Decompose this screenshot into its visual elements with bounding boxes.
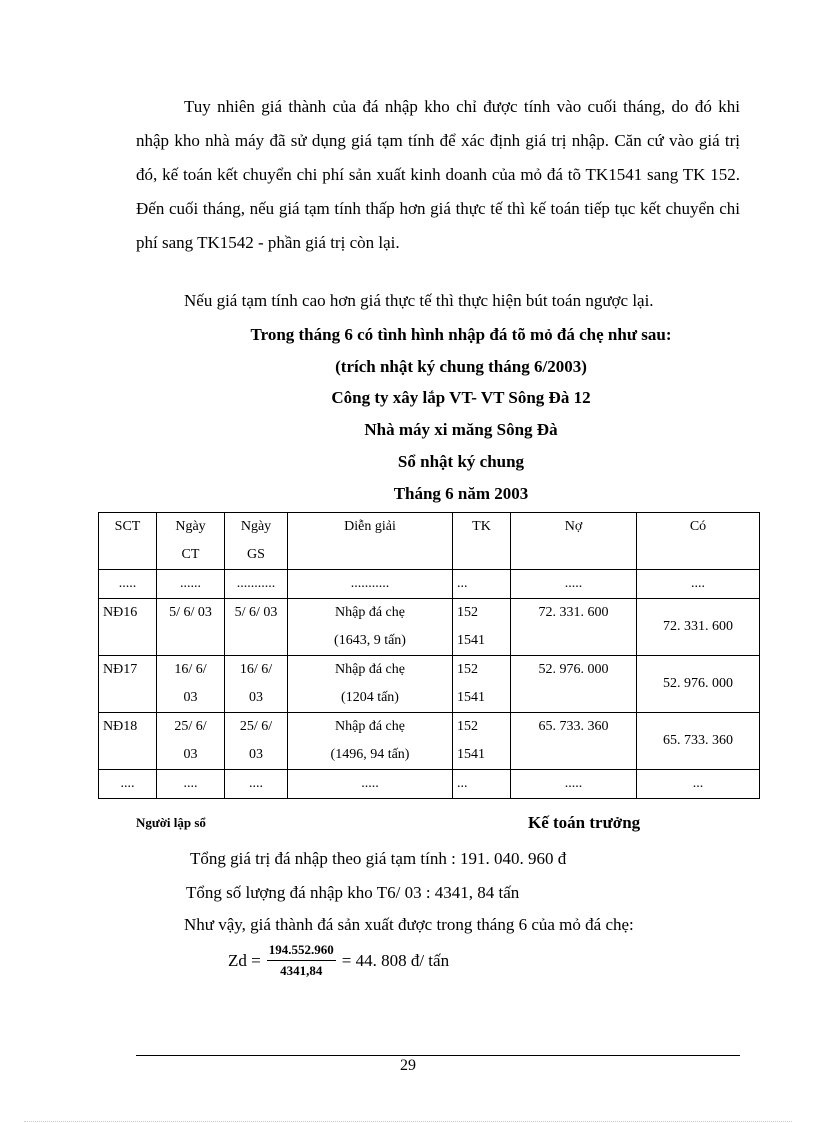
cell-dots: .... (637, 570, 760, 599)
signature-preparer: Người lập sổ (136, 815, 206, 830)
formula-rhs: = 44. 808 đ/ tấn (341, 950, 450, 970)
cell-dots: ........... (225, 570, 288, 599)
intro-paragraph-2: Nếu giá tạm tính cao hơn giá thực tế thì thực hiện bút toán ngược lại. (184, 291, 654, 310)
cell-no: 65. 733. 360 (511, 713, 637, 770)
cell-co: 65. 733. 360 (637, 713, 760, 770)
table-row (99, 599, 760, 656)
cell-no: 72. 331. 600 (511, 599, 637, 656)
heading-intro: Trong tháng 6 có tình hình nhập đá tõ mỏ đá chẹ như sau: (250, 325, 672, 344)
cell-ngay-ct: 25/ 6/ 03 (157, 713, 225, 770)
cell-ngay-gs: 5/ 6/ 03 (225, 599, 288, 656)
cell-co: 52. 976. 000 (637, 656, 760, 713)
page-bottom-divider (24, 1121, 792, 1122)
cell-ngay-ct: 16/ 6/ 03 (157, 656, 225, 713)
cell-co: 72. 331. 600 (637, 599, 760, 656)
cell-ngay-gs: 16/ 6/ 03 (225, 656, 288, 713)
intro-paragraph-1: Tuy nhiên giá thành của đá nhập kho chỉ được tính vào cuối tháng, do đó khi nhập kho nhà máy đã sử dụng giá tạm tính để xác định giá trị nhập. Căn cứ vào giá trị đó, kế toán kết chuyển chi phí sản xuất kinh doanh của mỏ đá tõ TK1541 sang TK 152. Đến cuối tháng, nếu giá tạm tính thấp hơn giá thực tế thì kế toán tiếp tục kết chuyển chi phí sang TK1542 - phần giá trị còn lại. (136, 97, 740, 252)
journal-table (98, 512, 760, 799)
header-tk: TK (453, 513, 511, 570)
heading-journal: Sổ nhật ký chung (397, 452, 525, 471)
formula-lhs: Zd = (228, 950, 261, 970)
cost-formula (228, 942, 449, 979)
summary-total-quantity: Tổng số lượng đá nhập kho T6/ 03 : 4341, 84 tấn (186, 883, 520, 902)
table-row-dots-top (99, 570, 760, 599)
header-no: Nợ (511, 513, 637, 570)
cell-dots: ..... (511, 570, 637, 599)
cell-tk: 152 1541 (453, 713, 511, 770)
table-row-dots-bottom (99, 770, 760, 799)
formula-numerator: 194.552.960 (267, 942, 336, 961)
cell-sct: NĐ18 (99, 713, 157, 770)
cell-dien-giai: Nhập đá chẹ (1643, 9 tấn) (288, 599, 453, 656)
cell-sct: NĐ17 (99, 656, 157, 713)
cell-dots: ..... (288, 770, 453, 799)
cell-dots: ... (637, 770, 760, 799)
cell-dien-giai: Nhập đá chẹ (1496, 94 tấn) (288, 713, 453, 770)
cell-tk: 152 1541 (453, 656, 511, 713)
heading-company: Công ty xây lắp VT- VT Sông Đà 12 (331, 388, 591, 407)
cell-no: 52. 976. 000 (511, 656, 637, 713)
header-ngay-gs: Ngày GS (225, 513, 288, 570)
header-dien-giai: Diễn giải (288, 513, 453, 570)
cell-ngay-ct: 5/ 6/ 03 (157, 599, 225, 656)
heading-factory: Nhà máy xi măng Sông Đà (364, 420, 558, 439)
cell-dots: .... (99, 770, 157, 799)
header-sct: SCT (99, 513, 157, 570)
cell-dots: ..... (511, 770, 637, 799)
cell-tk: 152 1541 (453, 599, 511, 656)
heading-excerpt: (trích nhật ký chung tháng 6/2003) (335, 357, 587, 376)
cell-dots: ... (453, 770, 511, 799)
header-co: Có (637, 513, 760, 570)
cell-dots: ..... (99, 570, 157, 599)
header-ngay-ct: Ngày CT (157, 513, 225, 570)
cell-dien-giai: Nhập đá chẹ (1204 tấn) (288, 656, 453, 713)
cell-dots: .... (225, 770, 288, 799)
table-header-row (99, 513, 760, 570)
heading-month: Tháng 6 năm 2003 (393, 484, 529, 503)
cell-sct: NĐ16 (99, 599, 157, 656)
formula-fraction (267, 942, 336, 979)
footer-divider (136, 1055, 740, 1056)
cell-dots: ........... (288, 570, 453, 599)
summary-total-value: Tổng giá trị đá nhập theo giá tạm tính : 191. 040. 960 đ (190, 849, 567, 868)
table-row (99, 713, 760, 770)
page-number: 29 (400, 1057, 416, 1074)
summary-conclusion: Như vậy, giá thành đá sản xuất được trong tháng 6 của mỏ đá chẹ: (184, 915, 634, 934)
cell-dots: ... (453, 570, 511, 599)
cell-dots: .... (157, 770, 225, 799)
cell-ngay-gs: 25/ 6/ 03 (225, 713, 288, 770)
cell-dots: ...... (157, 570, 225, 599)
table-row (99, 656, 760, 713)
formula-denominator: 4341,84 (280, 963, 323, 978)
signature-chief-accountant: Kế toán trưởng (528, 813, 641, 832)
